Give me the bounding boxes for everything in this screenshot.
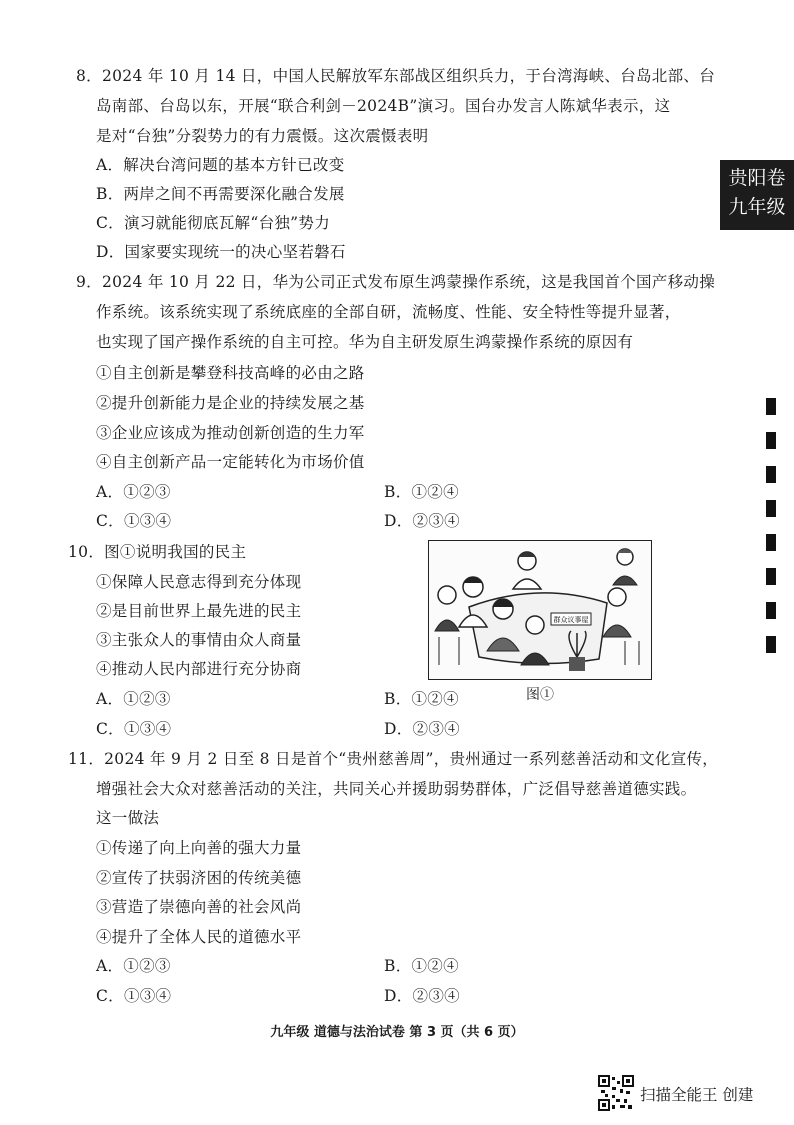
q10-stem: 10．图①说明我国的民主 [68,543,247,561]
q8-stem-line: 8．2024 年 10 月 14 日，中国人民解放军东部战区组织兵力，于台湾海峡、台岛北部、台 [76,67,715,85]
q8-option-c[interactable]: C．演习就能彻底瓦解“台独”势力 [96,214,331,232]
q9-statement: ④自主创新产品一定能转化为市场价值 [96,453,365,471]
q8-option-b[interactable]: B．两岸之间不再需要深化融合发展 [96,185,345,203]
q10-statement: ①保障人民意志得到充分体现 [96,573,302,591]
q8-option-a[interactable]: A．解决台湾问题的基本方针已改变 [96,156,345,174]
q11-stem-line: 这一做法 [96,809,160,827]
q11-statement: ③营造了崇德向善的社会风尚 [96,898,302,916]
q8-option-d[interactable]: D．国家要实现统一的决心坚若磐石 [96,243,346,261]
region-label: 贵阳卷 [728,167,786,189]
q11-option-b[interactable]: B．①②④ [384,957,459,975]
q11-stem-line: 增强社会大众对慈善活动的关注，共同关心并援助弱势群体，广泛倡导慈善道德实践。 [96,780,697,798]
registration-mark [766,534,776,551]
page-footer: 九年级 道德与法治试卷 第 3 页（共 6 页） [270,1025,524,1040]
q11-statement: ②宣传了扶弱济困的传统美德 [96,869,302,887]
q9-option-a[interactable]: A．①②③ [96,483,171,501]
registration-mark [766,602,776,619]
q9-option-d[interactable]: D．②③④ [384,512,460,530]
registration-mark [766,568,776,585]
q11-option-c[interactable]: C．①③④ [96,987,172,1005]
q9-stem-line: 9．2024 年 10 月 22 日，华为公司正式发布原生鸿蒙操作系统，这是我国首个国产移动操 [76,273,715,291]
q10-option-a[interactable]: A．①②③ [96,690,171,708]
q10-option-b[interactable]: B．①②④ [384,690,459,708]
figure-caption: 图① [526,687,554,703]
q11-statement: ④提升了全体人民的道德水平 [96,928,302,946]
q10-option-c[interactable]: C．①③④ [96,720,172,738]
scanner-watermark [598,1075,778,1113]
q9-statement: ①自主创新是攀登科技高峰的必由之路 [96,364,365,382]
q8-stem-line: 是对“台独”分裂势力的有力震慑。这次震慑表明 [96,127,429,145]
meeting-illustration [429,541,651,679]
q10-option-d[interactable]: D．②③④ [384,720,460,738]
q9-statement: ②提升创新能力是企业的持续发展之基 [96,394,365,412]
q9-statement: ③企业应该成为推动创新创造的生力军 [96,424,365,442]
q9-stem-line: 作系统。该系统实现了系统底座的全部自研，流畅度、性能、安全特性等提升显著， [96,303,681,321]
figure-community-meeting [428,540,652,680]
q11-option-d[interactable]: D．②③④ [384,987,460,1005]
q9-option-b[interactable]: B．①②④ [384,483,459,501]
grade-label: 九年级 [728,196,786,218]
registration-mark [766,636,776,653]
registration-mark [766,500,776,517]
registration-mark [766,466,776,483]
q9-option-c[interactable]: C．①③④ [96,512,172,530]
registration-mark [766,432,776,449]
q10-statement: ②是目前世界上最先进的民主 [96,602,302,620]
scanner-label: 扫描全能王 创建 [640,1086,754,1104]
q8-stem-line: 岛南部、台岛以东，开展“联合利剑－2024B”演习。国台办发言人陈斌华表示，这 [96,97,671,115]
qr-code-icon [598,1075,634,1111]
q11-option-a[interactable]: A．①②③ [96,957,171,975]
q11-stem-line: 11．2024 年 9 月 2 日至 8 日是首个“贵州慈善周”，贵州通过一系列慈善活动和文化宣传， [68,750,719,768]
q10-statement: ④推动人民内部进行充分协商 [96,660,302,678]
q11-statement: ①传递了向上向善的强大力量 [96,839,302,857]
q9-stem-line: 也实现了国产操作系统的自主可控。华为自主研发原生鸿蒙操作系统的原因有 [96,333,634,351]
figure-sign: 群众议事屋 [553,616,589,624]
region-grade-tab [720,160,794,230]
q10-statement: ③主张众人的事情由众人商量 [96,631,302,649]
registration-mark [766,398,776,415]
